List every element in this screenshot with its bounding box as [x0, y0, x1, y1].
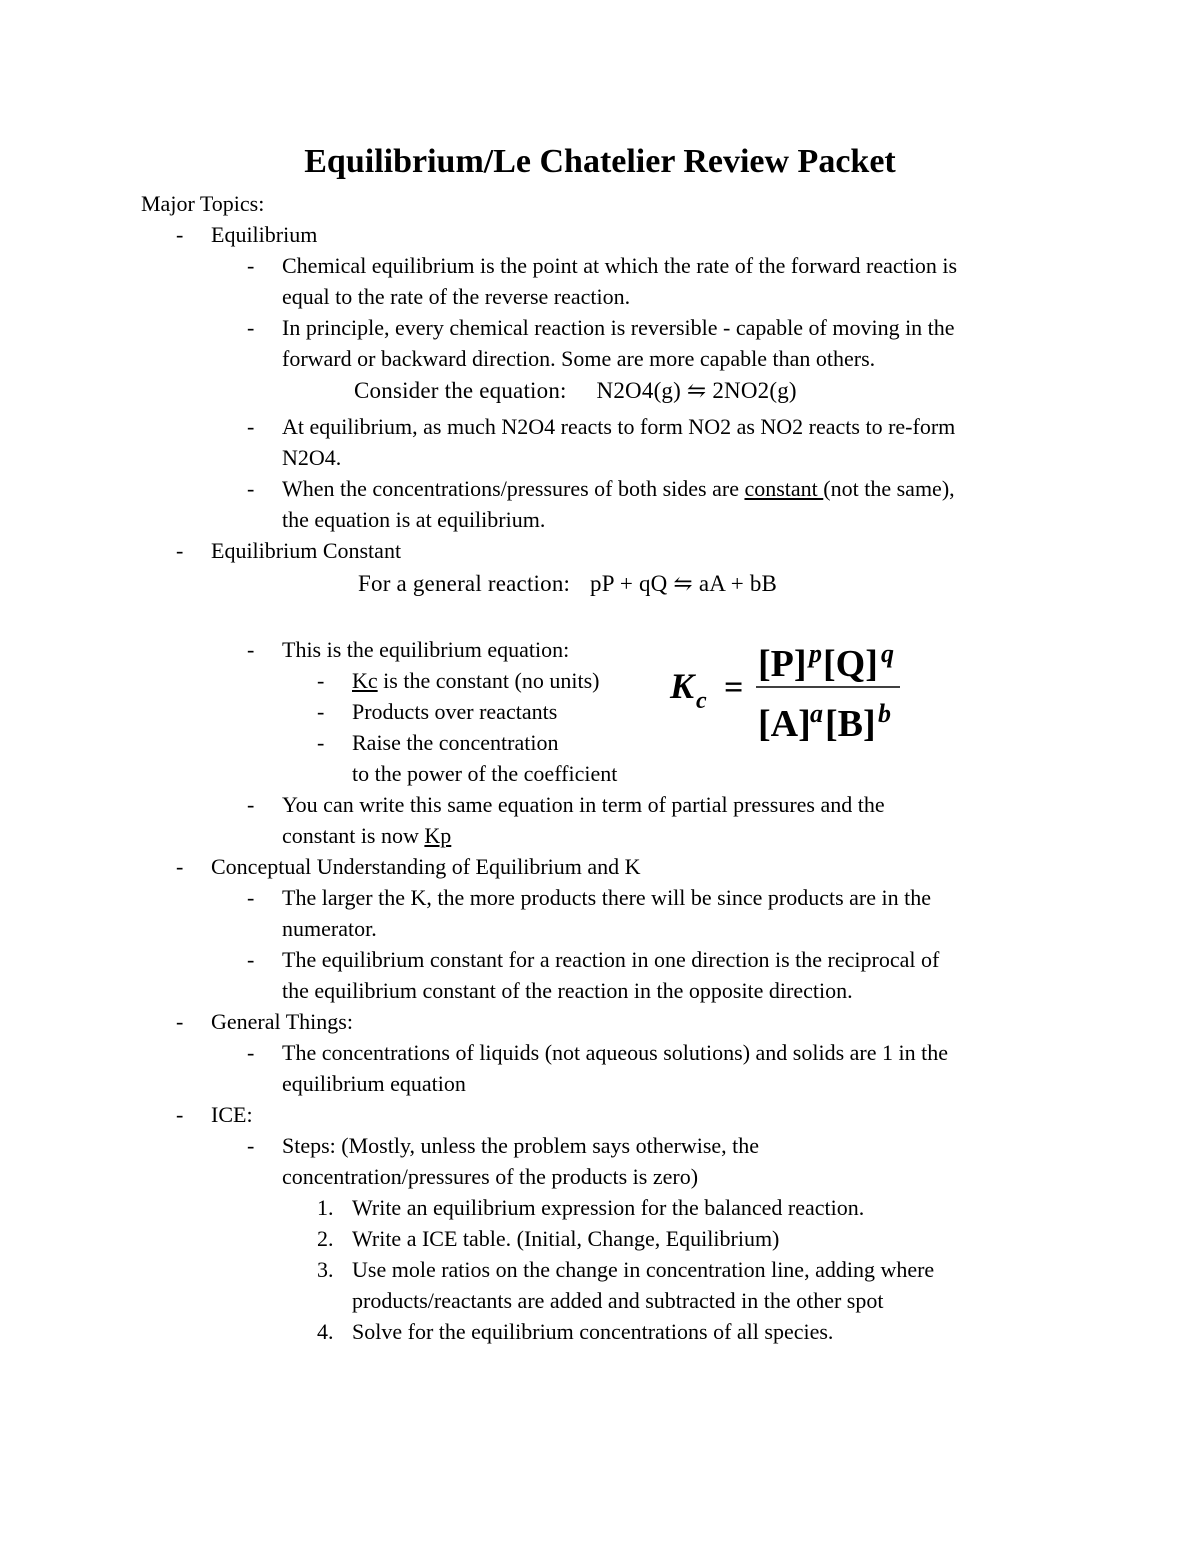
partial-text: constant is now: [282, 823, 425, 848]
constant-underlined: constant: [744, 476, 824, 501]
equilibrium-point-1-line-2: equal to the rate of the reverse reaction.: [282, 284, 631, 309]
consider-label: Consider the equation:: [354, 378, 567, 403]
bullet-dash: -: [247, 637, 255, 662]
bullet-dash: -: [247, 253, 255, 278]
topic-heading-equilibrium-constant: Equilibrium Constant: [211, 538, 402, 563]
kc-underlined: Kc: [352, 668, 378, 693]
equilibrium-point-4-line-2: the equation is at equilibrium.: [282, 507, 546, 532]
conceptual-point-1-line-1: The larger the K, the more products there will be since products are in the: [282, 885, 931, 910]
bullet-dash: -: [247, 414, 255, 439]
ice-step-number: 2.: [317, 1226, 334, 1251]
kc-constant-note: [352, 665, 599, 696]
partial-pressures-line-1: You can write this same equation in term of partial pressures and the: [282, 792, 885, 817]
ice-step-3-line-2: products/reactants are added and subtracted in the other spot: [352, 1288, 884, 1313]
raise-concentration-line-1: Raise the concentration: [352, 730, 559, 755]
formula-numerator-q: [Q]: [823, 643, 878, 685]
sub-bullet-dash: -: [317, 699, 325, 724]
conceptual-point-2-line-1: The equilibrium constant for a reaction in one direction is the reciprocal of: [282, 947, 940, 972]
kc-formula: [668, 636, 908, 756]
general-point-1-line-1: The concentrations of liquids (not aqueous solutions) and solids are 1 in the: [282, 1040, 948, 1065]
raise-concentration-line-2: to the power of the coefficient: [352, 761, 618, 786]
ice-step-2: Write a ICE table. (Initial, Change, Equilibrium): [352, 1226, 780, 1251]
equilibrium-point-3-line-2: N2O4.: [282, 445, 342, 470]
bullet-dash: -: [176, 854, 184, 879]
point-4-text-a: When the concentrations/pressures of both sides are: [282, 476, 745, 501]
formula-exponent-q: q: [881, 639, 894, 668]
consider-equation-line: [354, 375, 797, 406]
equilibrium-point-3-line-1: At equilibrium, as much N2O4 reacts to form NO2 as NO2 reacts to re-form: [282, 414, 956, 439]
bullet-dash: -: [247, 315, 255, 340]
kc-note-text: is the constant (no units): [377, 668, 600, 693]
general-reaction-line: [358, 568, 777, 599]
formula-exponent-a: a: [810, 699, 823, 728]
formula-k-subscript: c: [696, 688, 707, 714]
formula-numerator-p: [P]: [758, 643, 807, 685]
sub-bullet-dash: -: [317, 668, 325, 693]
page-title: Equilibrium/Le Chatelier Review Packet: [304, 143, 896, 180]
conceptual-point-1-line-2: numerator.: [282, 916, 377, 941]
ice-step-number: 4.: [317, 1319, 334, 1344]
ice-step-4: Solve for the equilibrium concentrations of all species.: [352, 1319, 834, 1344]
formula-exponent-b: b: [878, 699, 891, 728]
formula-denominator-b: [B]: [825, 703, 876, 745]
topic-heading-general-things: General Things:: [211, 1009, 353, 1034]
general-point-1-line-2: equilibrium equation: [282, 1071, 466, 1096]
formula-denominator-a: [A]: [758, 703, 811, 745]
bullet-dash: -: [247, 476, 255, 501]
formula-k: K: [670, 666, 695, 706]
products-over-reactants-note: Products over reactants: [352, 699, 558, 724]
formula-equals: =: [724, 669, 744, 706]
bullet-dash: -: [176, 1102, 184, 1127]
point-4-text-b: (not the same),: [823, 476, 955, 501]
topic-heading-conceptual: Conceptual Understanding of Equilibrium and K: [211, 854, 641, 879]
kp-underlined: Kp: [424, 823, 452, 848]
equilibrium-equation-intro: This is the equilibrium equation:: [282, 637, 570, 662]
general-reaction-label: For a general reaction:: [358, 571, 571, 596]
equilibrium-point-2-line-1: In principle, every chemical reaction is reversible - capable of moving in the: [282, 315, 955, 340]
equilibrium-point-2-line-2: forward or backward direction. Some are more capable than others.: [282, 346, 876, 371]
bullet-dash: -: [176, 1009, 184, 1034]
partial-pressures-line-2: [282, 820, 451, 851]
ice-step-3-line-1: Use mole ratios on the change in concentration line, adding where: [352, 1257, 935, 1282]
ice-step-number: 3.: [317, 1257, 334, 1282]
topic-heading-equilibrium: Equilibrium: [211, 222, 318, 247]
bullet-dash: -: [247, 792, 255, 817]
bullet-dash: -: [176, 538, 184, 563]
equilibrium-point-1-line-1: Chemical equilibrium is the point at which the rate of the forward reaction is: [282, 253, 958, 278]
bullet-dash: -: [247, 885, 255, 910]
bullet-dash: -: [176, 222, 184, 247]
ice-steps-line-2: concentration/pressures of the products is zero): [282, 1164, 699, 1189]
bullet-dash: -: [247, 1133, 255, 1158]
conceptual-point-2-line-2: the equilibrium constant of the reaction in the opposite direction.: [282, 978, 853, 1003]
general-reaction-equation: pP + qQ ⇋ aA + bB: [590, 571, 778, 596]
equilibrium-point-4-line-1: [282, 473, 955, 504]
consider-equation: N2O4(g) ⇋ 2NO2(g): [596, 378, 797, 403]
sub-bullet-dash: -: [317, 730, 325, 755]
formula-exponent-p: p: [809, 639, 822, 668]
ice-step-1: Write an equilibrium expression for the balanced reaction.: [352, 1195, 865, 1220]
ice-steps-line-1: Steps: (Mostly, unless the problem says otherwise, the: [282, 1133, 760, 1158]
topic-heading-ice: ICE:: [211, 1102, 253, 1127]
ice-step-number: 1.: [317, 1195, 334, 1220]
bullet-dash: -: [247, 947, 255, 972]
major-topics-label: Major Topics:: [141, 191, 265, 216]
bullet-dash: -: [247, 1040, 255, 1065]
